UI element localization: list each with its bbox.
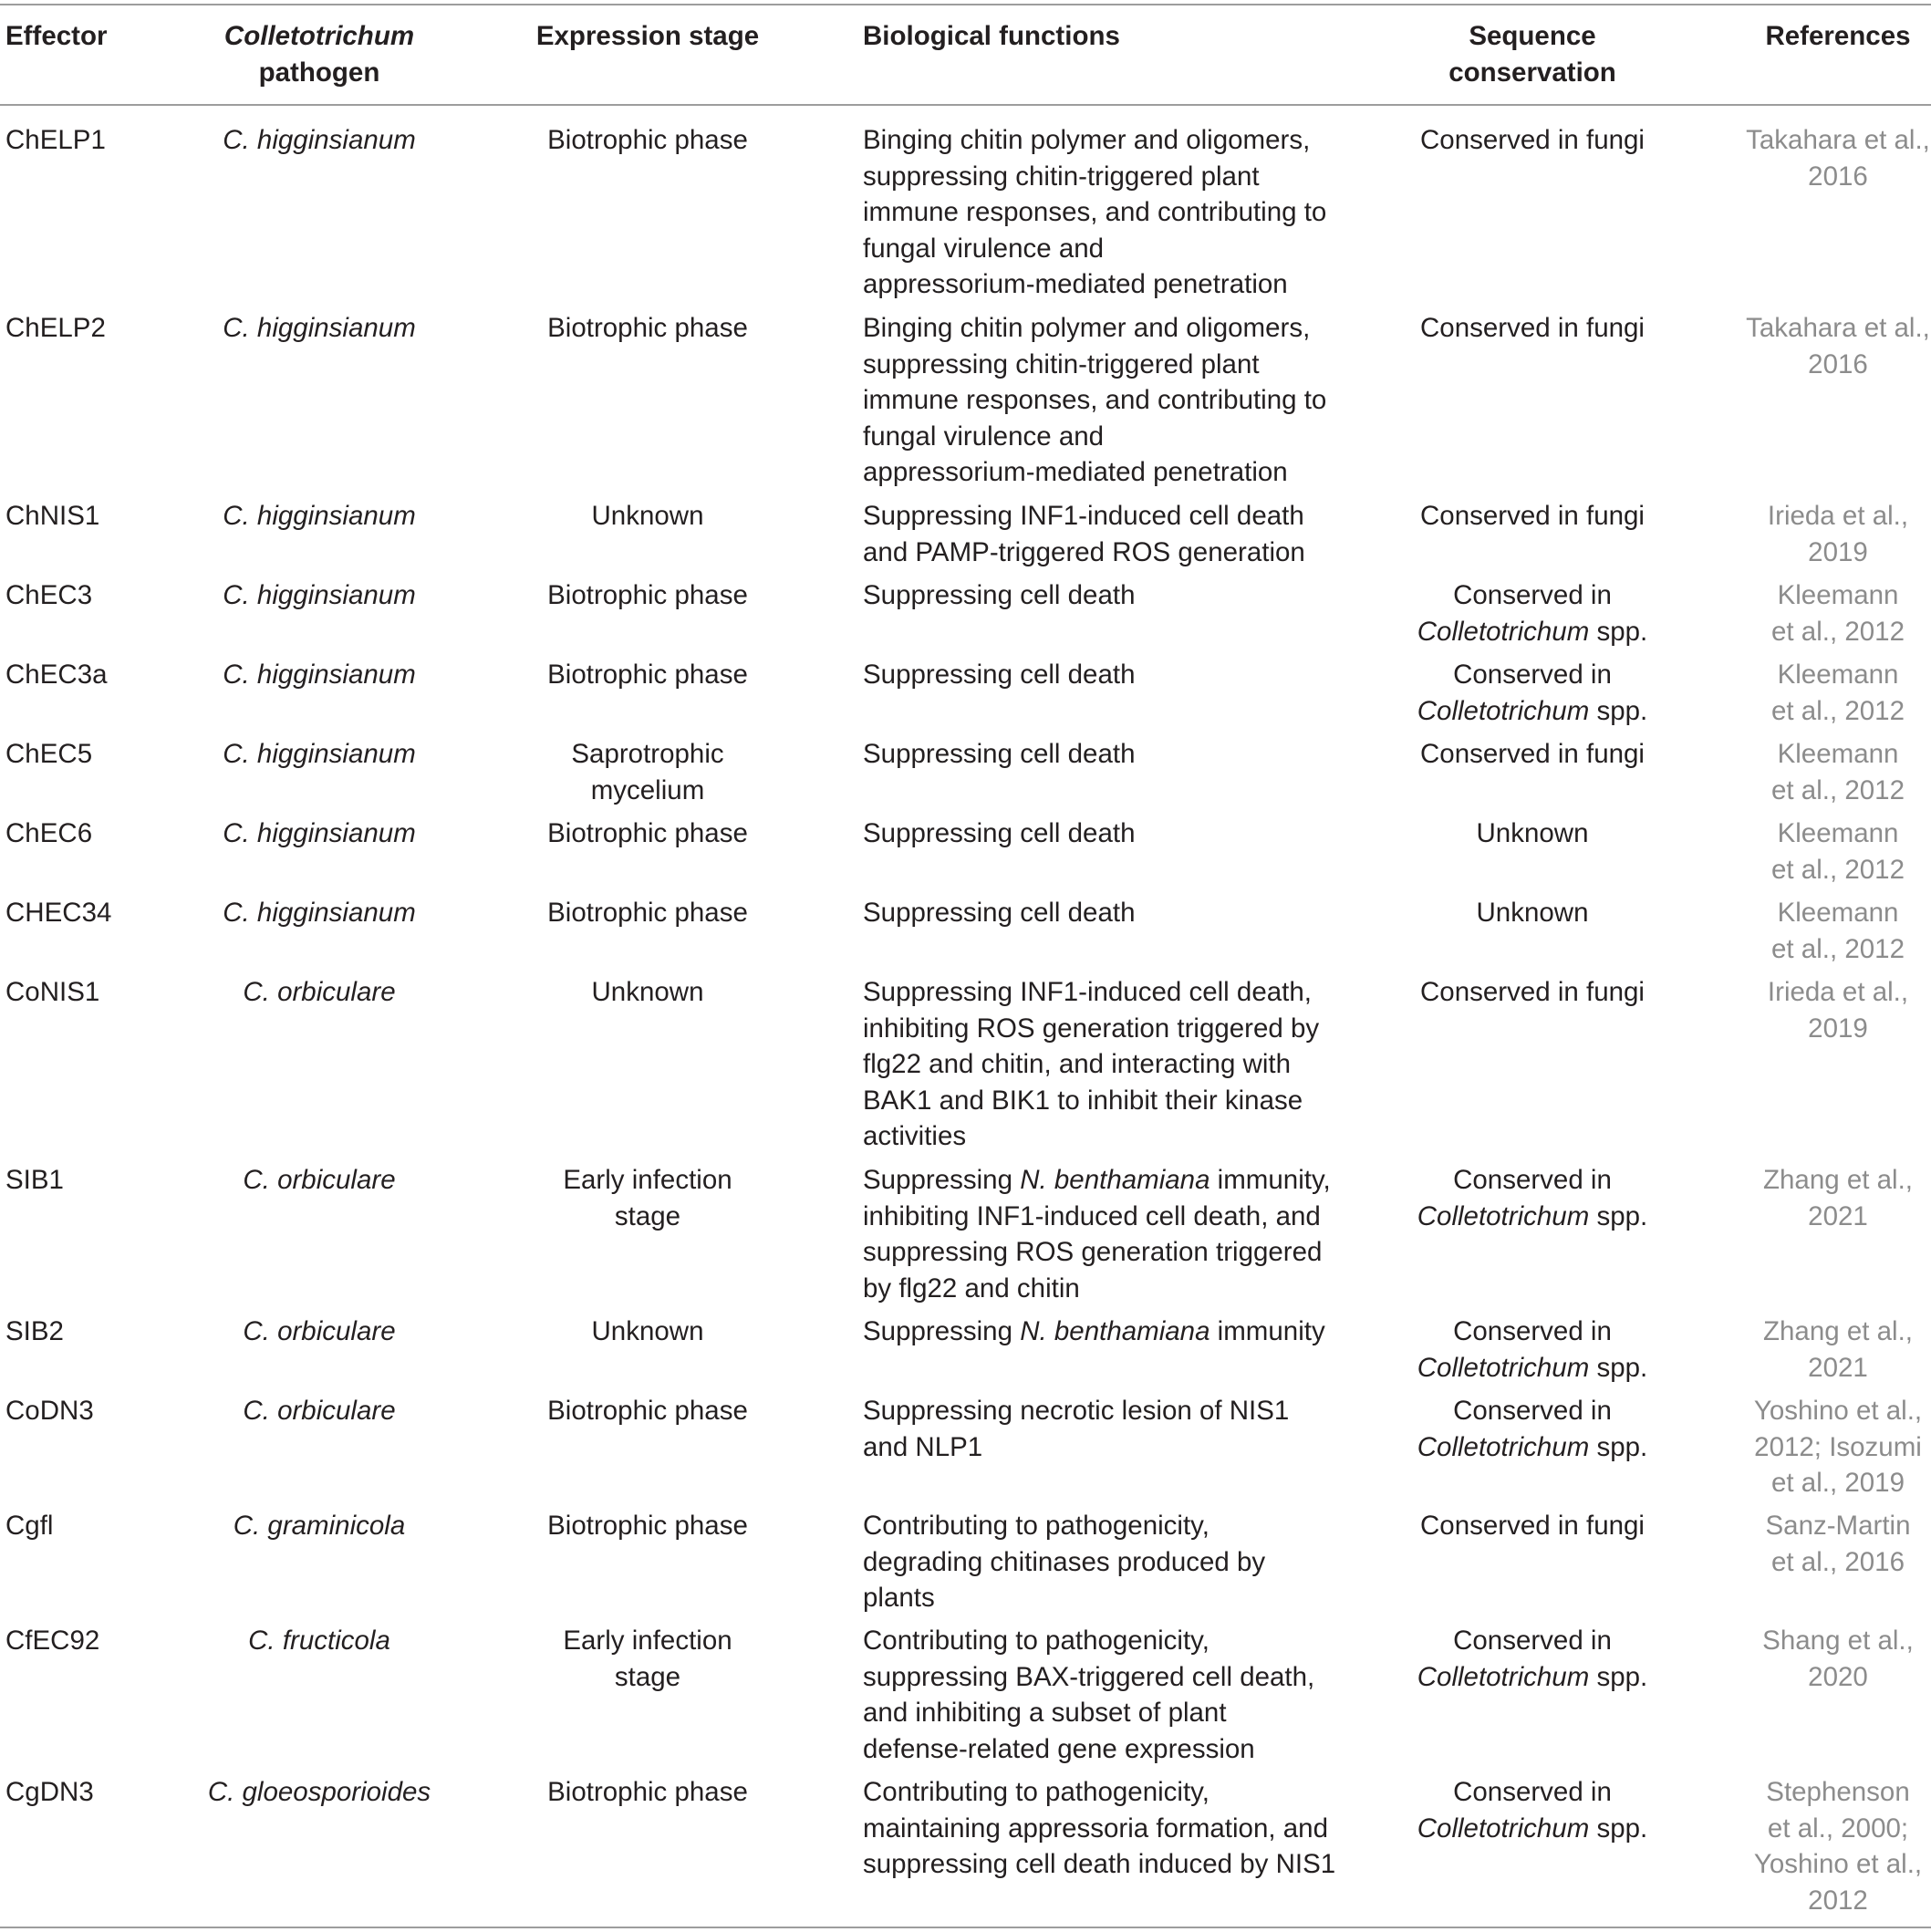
stage-line: Biotrophic phase [547, 1777, 748, 1807]
cell-biological-functions [863, 815, 1355, 852]
text-segment: spp. [1589, 1813, 1648, 1844]
text-segment: and inhibiting a subset of plant [863, 1698, 1227, 1728]
cell-biological-functions [863, 736, 1355, 773]
text-segment: spp. [1589, 1431, 1648, 1462]
text-segment: spp. [1589, 1661, 1648, 1692]
cell-expression-stage [511, 657, 784, 693]
cell-effector: SIB2 [5, 1316, 64, 1346]
text-segment: Suppressing [863, 1316, 1021, 1346]
cell-expression-stage [511, 310, 784, 347]
reference-link[interactable]: 2019 [1808, 1013, 1868, 1044]
reference-link[interactable]: et al., 2012 [1771, 695, 1905, 726]
cell-expression-stage [511, 1774, 784, 1811]
reference-link[interactable]: Takahara et al., [1746, 125, 1930, 155]
cell-reference[interactable] [1738, 815, 1931, 888]
text-segment: Conserved in fungi [1420, 1511, 1645, 1541]
stage-line: Biotrophic phase [547, 1396, 748, 1426]
stage-line: stage [614, 1200, 681, 1231]
stage-line: Saprotrophic [571, 739, 724, 769]
cell-effector: ChEC3 [5, 580, 93, 610]
cell-sequence-conservation [1386, 815, 1678, 852]
reference-link[interactable]: Zhang et al., [1763, 1165, 1913, 1195]
cell-effector: CHEC34 [5, 898, 112, 928]
stage-line: Biotrophic phase [547, 660, 748, 690]
italic-segment: N. benthamiana [1020, 1316, 1210, 1346]
cell-sequence-conservation [1386, 1393, 1678, 1465]
reference-link[interactable]: Irieda et al., [1767, 977, 1909, 1007]
text-segment: and NLP1 [863, 1431, 983, 1462]
cell-reference[interactable] [1738, 1774, 1931, 1918]
cell-pathogen: C. higginsianum [223, 739, 416, 769]
cell-effector: ChEC5 [5, 739, 93, 769]
cell-biological-functions [863, 498, 1355, 570]
cell-expression-stage [511, 815, 784, 852]
cell-sequence-conservation [1386, 736, 1678, 773]
text-segment: immune responses, and contributing to [863, 197, 1327, 227]
stage-line: Unknown [591, 977, 704, 1007]
italic-segment: Colletotrichum [1417, 695, 1590, 726]
text-segment: suppressing chitin-triggered plant [863, 161, 1260, 192]
cell-pathogen: C. orbiculare [243, 1165, 396, 1195]
text-segment: Suppressing cell death [863, 739, 1136, 769]
italic-segment: Colletotrichum [1417, 1813, 1590, 1844]
cell-effector: ChEC6 [5, 818, 93, 848]
cell-effector: SIB1 [5, 1165, 64, 1195]
cell-reference[interactable] [1738, 310, 1931, 382]
text-segment: Conserved in fungi [1420, 125, 1645, 155]
table-bottom-rule [0, 1927, 1931, 1928]
reference-link[interactable]: 2016 [1808, 348, 1868, 379]
cell-pathogen: C. higginsianum [223, 898, 416, 928]
text-segment: spp. [1589, 695, 1648, 726]
cell-biological-functions [863, 895, 1355, 931]
cell-expression-stage [511, 577, 784, 614]
cell-effector: Cgfl [5, 1511, 54, 1541]
text-segment: defense-related gene expression [863, 1733, 1255, 1764]
cell-expression-stage [511, 736, 784, 808]
table-header-rule [0, 104, 1931, 106]
cell-pathogen: C. higginsianum [223, 125, 416, 155]
text-segment: Conserved in fungi [1420, 739, 1645, 769]
reference-link[interactable]: Stephenson [1766, 1777, 1910, 1807]
cell-sequence-conservation [1386, 122, 1678, 159]
header-pathogen [182, 18, 456, 90]
text-segment: spp. [1589, 1352, 1648, 1383]
text-segment: suppressing BAX-triggered cell death, [863, 1661, 1315, 1692]
cell-reference[interactable] [1738, 1393, 1931, 1501]
reference-link[interactable]: Zhang et al., [1763, 1316, 1913, 1346]
text-segment: Unknown [1476, 818, 1589, 848]
reference-link[interactable]: et al., 2000; [1767, 1813, 1909, 1844]
cell-expression-stage [511, 1393, 784, 1429]
header-biological-functions: Biological functions [863, 21, 1120, 51]
italic-segment: Colletotrichum [1417, 1352, 1590, 1383]
cell-expression-stage [511, 1162, 784, 1234]
reference-link[interactable]: Kleemann [1777, 580, 1899, 610]
cell-biological-functions [863, 1314, 1355, 1350]
cell-reference[interactable] [1738, 1623, 1931, 1695]
text-segment: Conserved in fungi [1420, 313, 1645, 343]
cell-biological-functions [863, 122, 1355, 303]
text-segment: spp. [1589, 1200, 1648, 1231]
text-segment: Unknown [1476, 898, 1589, 928]
cell-expression-stage [511, 1314, 784, 1350]
cell-biological-functions [863, 974, 1355, 1155]
cell-sequence-conservation [1386, 1314, 1678, 1386]
stage-line: Biotrophic phase [547, 125, 748, 155]
cell-pathogen: C. higginsianum [223, 313, 416, 343]
cell-sequence-conservation [1386, 1508, 1678, 1544]
cell-pathogen: C. graminicola [233, 1511, 406, 1541]
cell-biological-functions [863, 1623, 1355, 1767]
cell-sequence-conservation [1386, 974, 1678, 1011]
cell-reference[interactable] [1738, 498, 1931, 570]
text-segment: appressorium-mediated penetration [863, 269, 1288, 299]
header-references: References [1765, 21, 1911, 51]
text-segment: Suppressing cell death [863, 580, 1136, 610]
text-segment: and PAMP-triggered ROS generation [863, 536, 1305, 567]
stage-line: Biotrophic phase [547, 313, 748, 343]
reference-link[interactable]: et al., 2012 [1771, 616, 1905, 647]
text-segment: BAK1 and BIK1 to inhibit their kinase [863, 1085, 1303, 1116]
cell-effector: ChELP2 [5, 313, 106, 343]
reference-link[interactable]: Kleemann [1777, 818, 1899, 848]
header-expression-stage: Expression stage [535, 21, 760, 51]
text-segment: Conserved in [1453, 1626, 1612, 1656]
text-segment: Suppressing cell death [863, 898, 1136, 928]
cell-biological-functions [863, 310, 1355, 491]
text-segment: maintaining appressoria formation, and [863, 1813, 1328, 1844]
text-segment: suppressing ROS generation triggered [863, 1237, 1323, 1267]
cell-sequence-conservation [1386, 657, 1678, 729]
text-segment: Binging chitin polymer and oligomers, [863, 313, 1311, 343]
stage-line: Biotrophic phase [547, 1511, 748, 1541]
cell-pathogen: C. orbiculare [243, 977, 396, 1007]
text-segment: Conserved in fungi [1420, 977, 1645, 1007]
cell-sequence-conservation [1386, 895, 1678, 931]
italic-segment: Colletotrichum [1417, 1661, 1590, 1692]
text-segment: Contributing to pathogenicity, [863, 1626, 1209, 1656]
reference-link[interactable]: Kleemann [1777, 739, 1899, 769]
text-segment: Suppressing cell death [863, 818, 1136, 848]
text-segment: fungal virulence and [863, 233, 1105, 264]
text-segment: Suppressing cell death [863, 660, 1136, 690]
cell-effector: CoDN3 [5, 1396, 94, 1426]
reference-link[interactable]: et al., 2016 [1771, 1546, 1905, 1577]
cell-sequence-conservation [1386, 1162, 1678, 1234]
text-segment: Contributing to pathogenicity, [863, 1777, 1209, 1807]
cell-effector: CgDN3 [5, 1777, 94, 1807]
cell-reference[interactable] [1738, 1314, 1931, 1386]
italic-segment: Colletotrichum [1417, 1431, 1590, 1462]
stage-line: Unknown [591, 501, 704, 531]
reference-link[interactable]: 2019 [1808, 536, 1868, 567]
cell-pathogen: C. fructicola [248, 1626, 390, 1656]
reference-link[interactable]: 2012 [1808, 1885, 1868, 1916]
cell-expression-stage [511, 1508, 784, 1544]
text-segment: spp. [1589, 616, 1648, 647]
cell-pathogen: C. gloeosporioides [207, 1777, 431, 1807]
reference-link[interactable]: et al., 2012 [1771, 854, 1905, 885]
reference-link[interactable]: Sanz-Martin [1765, 1511, 1911, 1541]
text-segment: Conserved in [1453, 660, 1612, 690]
cell-expression-stage [511, 122, 784, 159]
cell-sequence-conservation [1386, 310, 1678, 347]
cell-effector: ChNIS1 [5, 501, 100, 531]
cell-effector: CoNIS1 [5, 977, 100, 1007]
text-segment: activities [863, 1121, 967, 1151]
text-segment: inhibiting ROS generation triggered by [863, 1013, 1320, 1044]
cell-biological-functions [863, 1508, 1355, 1616]
stage-line: Biotrophic phase [547, 818, 748, 848]
cell-effector: CfEC92 [5, 1626, 100, 1656]
reference-link[interactable]: et al., 2012 [1771, 933, 1905, 964]
header-conservation-line1: Sequence [1469, 21, 1596, 51]
text-segment: inhibiting INF1-induced cell death, and [863, 1200, 1321, 1231]
reference-link[interactable]: et al., 2019 [1771, 1468, 1905, 1498]
reference-link[interactable]: 2020 [1808, 1661, 1868, 1692]
cell-reference[interactable] [1738, 895, 1931, 967]
text-segment: appressorium-mediated penetration [863, 457, 1288, 487]
text-segment: by flg22 and chitin [863, 1272, 1080, 1304]
stage-line: Early infection [563, 1165, 732, 1195]
reference-link[interactable]: 2016 [1808, 161, 1868, 192]
cell-reference[interactable] [1738, 736, 1931, 808]
italic-segment: Colletotrichum [1417, 1200, 1590, 1231]
text-segment: Conserved in [1453, 580, 1612, 610]
text-segment: Conserved in fungi [1420, 501, 1645, 531]
reference-link[interactable]: Shang et al., [1762, 1626, 1914, 1656]
cell-sequence-conservation [1386, 498, 1678, 535]
cell-pathogen: C. orbiculare [243, 1316, 396, 1346]
cell-expression-stage [511, 974, 784, 1011]
reference-link[interactable]: Kleemann [1777, 660, 1899, 690]
cell-pathogen: C. higginsianum [223, 660, 416, 690]
cell-biological-functions [863, 1393, 1355, 1465]
text-segment: suppressing cell death induced by NIS1 [863, 1849, 1336, 1879]
cell-reference[interactable] [1738, 1162, 1931, 1234]
cell-reference[interactable] [1738, 122, 1931, 194]
reference-link[interactable]: 2012; Isozumi [1754, 1431, 1922, 1462]
text-segment: Suppressing INF1-induced cell death [863, 501, 1304, 531]
cell-expression-stage [511, 498, 784, 535]
stage-line: Biotrophic phase [547, 898, 748, 928]
cell-reference[interactable] [1738, 657, 1931, 729]
cell-sequence-conservation [1386, 1623, 1678, 1695]
cell-pathogen: C. orbiculare [243, 1396, 396, 1426]
header-conservation-line2: conservation [1448, 57, 1616, 88]
text-segment: Conserved in [1453, 1165, 1612, 1195]
text-segment: flg22 and chitin, and interacting with [863, 1049, 1292, 1079]
stage-line: Unknown [591, 1316, 704, 1346]
text-segment: Suppressing INF1-induced cell death, [863, 977, 1312, 1007]
reference-link[interactable]: Yoshino et al., [1753, 1849, 1923, 1879]
cell-biological-functions [863, 1774, 1355, 1883]
text-segment: Conserved in [1453, 1777, 1612, 1807]
reference-link[interactable]: Irieda et al., [1767, 501, 1909, 531]
cell-biological-functions [863, 657, 1355, 693]
italic-segment: N. benthamiana [1020, 1165, 1210, 1195]
cell-effector: ChELP1 [5, 125, 106, 155]
header-pathogen-word: pathogen [258, 57, 380, 88]
text-segment: Conserved in [1453, 1396, 1612, 1426]
reference-link[interactable]: 2021 [1808, 1352, 1868, 1383]
text-segment: Suppressing [863, 1165, 1021, 1195]
cell-pathogen: C. higginsianum [223, 580, 416, 610]
stage-line: Biotrophic phase [547, 580, 748, 610]
stage-line: stage [614, 1661, 681, 1692]
stage-line: Early infection [563, 1626, 732, 1656]
cell-effector: ChEC3a [5, 660, 108, 690]
reference-link[interactable]: 2021 [1808, 1200, 1868, 1231]
text-segment: immunity [1209, 1316, 1325, 1346]
text-segment: degrading chitinases produced by [863, 1546, 1266, 1577]
cell-sequence-conservation [1386, 577, 1678, 649]
cell-pathogen: C. higginsianum [223, 818, 416, 848]
reference-link[interactable]: Yoshino et al., [1753, 1396, 1923, 1426]
cell-sequence-conservation [1386, 1774, 1678, 1846]
text-segment: fungal virulence and [863, 421, 1105, 452]
cell-expression-stage [511, 895, 784, 931]
text-segment: Conserved in [1453, 1316, 1612, 1346]
text-segment: Contributing to pathogenicity, [863, 1511, 1209, 1541]
reference-link[interactable]: et al., 2012 [1771, 774, 1905, 805]
text-segment: immunity, [1209, 1165, 1331, 1195]
header-effector: Effector [5, 21, 108, 51]
cell-biological-functions [863, 577, 1355, 614]
cell-reference[interactable] [1738, 577, 1931, 649]
cell-reference[interactable] [1738, 974, 1931, 1046]
stage-line: mycelium [590, 774, 705, 805]
cell-biological-functions [863, 1162, 1355, 1306]
text-segment: Suppressing necrotic lesion of NIS1 [863, 1396, 1290, 1426]
table-top-rule [0, 4, 1931, 5]
cell-pathogen: C. higginsianum [223, 501, 416, 531]
cell-expression-stage [511, 1623, 784, 1695]
text-segment: immune responses, and contributing to [863, 385, 1327, 415]
text-segment: Binging chitin polymer and oligomers, [863, 125, 1311, 155]
text-segment: suppressing chitin-triggered plant [863, 348, 1260, 379]
italic-segment: Colletotrichum [1417, 616, 1590, 647]
cell-reference[interactable] [1738, 1508, 1931, 1580]
header-sequence-conservation [1386, 18, 1678, 90]
reference-link[interactable]: Takahara et al., [1746, 313, 1930, 343]
text-segment: plants [863, 1583, 935, 1613]
reference-link[interactable]: Kleemann [1777, 898, 1899, 928]
header-pathogen-genus: Colletotrichum [223, 21, 415, 51]
